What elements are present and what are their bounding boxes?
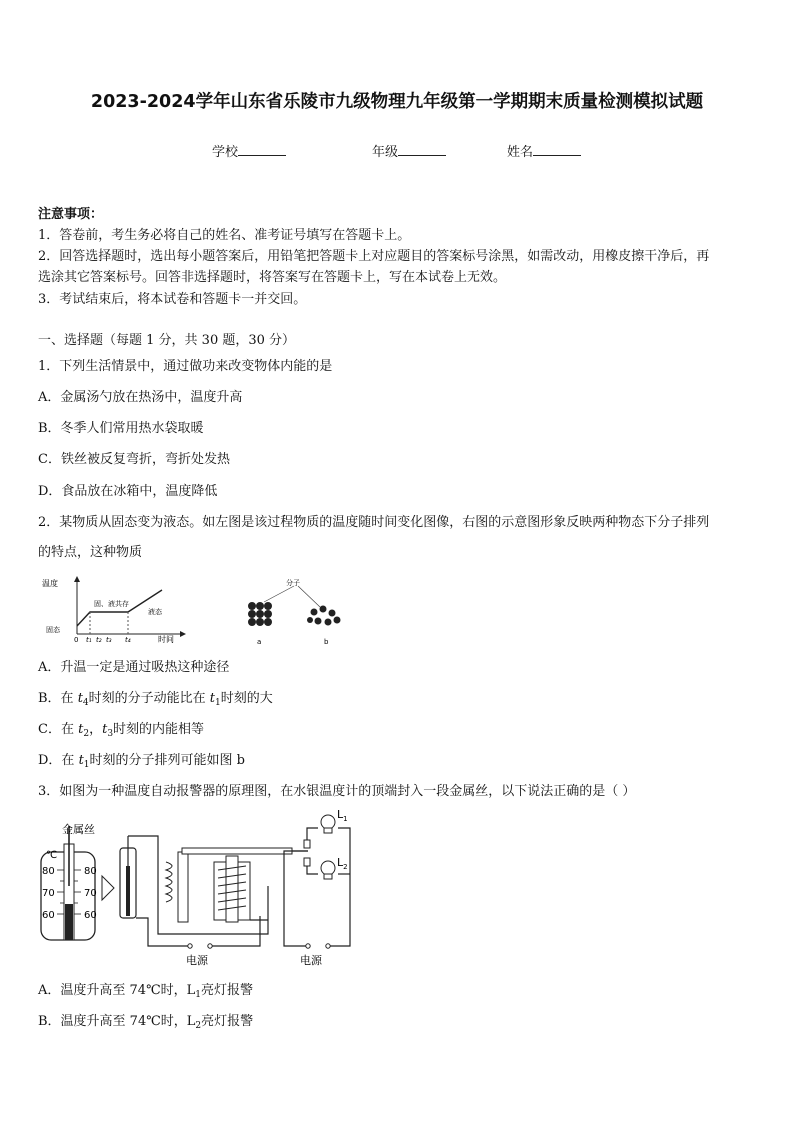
graph-mix-label: 固、液共存 [94,600,129,608]
bulb-l1-icon [321,815,335,833]
tick-80-left: 80 [42,866,55,877]
q1-option-d: D．食品放在冰箱中，温度降低 [38,484,218,499]
q2-option-b: B．在 $t_4$时刻的分子动能比在 $t_1$时刻的大 [38,691,273,708]
tick-70-left: 70 [42,888,55,899]
grade-blank [398,143,446,156]
school-blank [238,143,286,156]
q2-option-d: D．在 $t_1$时刻的分子排列可能如图 b [38,753,245,770]
bulb-l1-label: $L_1$ [337,808,348,823]
molecule-label: 分子 [286,579,300,587]
notice-item-1: 1．答卷前，考生务必将自己的姓名、准考证号填写在答题卡上。 [38,228,411,243]
tick-60-right: 60 [84,910,97,921]
page-title: 2023-2024学年山东省乐陵市九级物理九年级第一学期期末质量检测模拟试题 [90,92,704,112]
grade-field [372,141,446,160]
school-field [212,141,286,160]
grade-label: 年级 [372,145,399,160]
diagram-label-b: b [324,638,329,646]
notice-heading: 注意事项： [38,207,104,222]
tick-70-right: 70 [84,888,97,899]
graph-ylabel: 温度 [42,579,58,588]
molecule-cluster-a [248,602,272,626]
graph-solid-label: 固态 [46,626,60,634]
q2-option-a: A．升温一定是通过吸热这种途径 [38,660,230,675]
graph-t2: t₂ [96,636,102,644]
graph-origin: 0 [74,636,79,644]
q1-option-b: B．冬季人们常用热水袋取暖 [38,421,204,436]
name-field [507,141,581,160]
q2-option-c: C．在 $t_2$，$t_3$时刻的内能相等 [38,722,205,739]
q2-molecule-diagram [236,576,346,648]
section-heading: 一、选择题（每题 1 分，共 30 题，30 分） [38,333,296,348]
graph-liquid-label: 液态 [148,608,162,616]
q3-option-a: A．温度升高至 74℃时，$L_1$亮灯报警 [38,983,253,1000]
diagram-label-a: a [257,638,262,646]
graph-t1: t₁ [86,636,92,644]
tick-60-left: 60 [42,910,55,921]
q1-stem: 1．下列生活情景中，通过做功来改变物体内能的是 [38,359,333,374]
power-label-2: 电源 [300,954,322,967]
tick-80-right: 80 [84,866,97,877]
graph-t3: t₃ [106,636,112,644]
name-blank [533,143,581,156]
notice-item-2b: 选涂其它答案标号。回答非选择题时，将答案写在答题卡上，写在本试卷上无效。 [38,270,507,285]
notice-item-3: 3．考试结束后，将本试卷和答题卡一并交回。 [38,292,307,307]
molecule-cluster-b [307,606,341,626]
bulb-l2-icon [321,861,335,879]
bulb-l2-label: $L_2$ [337,856,348,871]
q2-temperature-graph [40,574,190,644]
q3-option-b: B．温度升高至 74℃时，$L_2$亮灯报警 [38,1014,254,1031]
q2-stem-line2: 的特点，这种物质 [38,545,143,560]
q1-option-a: A．金属汤勺放在热汤中，温度升高 [38,390,243,405]
q1-option-c: C．铁丝被反复弯折，弯折处发热 [38,452,230,467]
power-label-1: 电源 [186,954,208,967]
q3-stem: 3．如图为一种温度自动报警器的原理图，在水银温度计的顶端封入一段金属丝，以下说法正确的是（ ） [38,784,636,799]
q3-alarm-circuit [38,806,358,970]
wire-label: 金属丝 [62,823,95,836]
unit-label: ℃ [46,850,58,861]
notice-item-2a: 2．回答选择题时，选出每小题答案后，用铅笔把答题卡上对应题目的答案标号涂黑，如需改动，用橡皮擦干净后，再 [38,249,710,264]
graph-t4: t₄ [125,636,131,644]
school-label: 学校 [212,145,239,160]
q2-stem-line1: 2．某物质从固态变为液态。如左图是该过程物质的温度随时间变化图像，右图的示意图形象反映两种物态下分子排列 [38,515,710,530]
name-label: 姓名 [507,145,534,160]
graph-xlabel: 时间 [158,635,174,644]
